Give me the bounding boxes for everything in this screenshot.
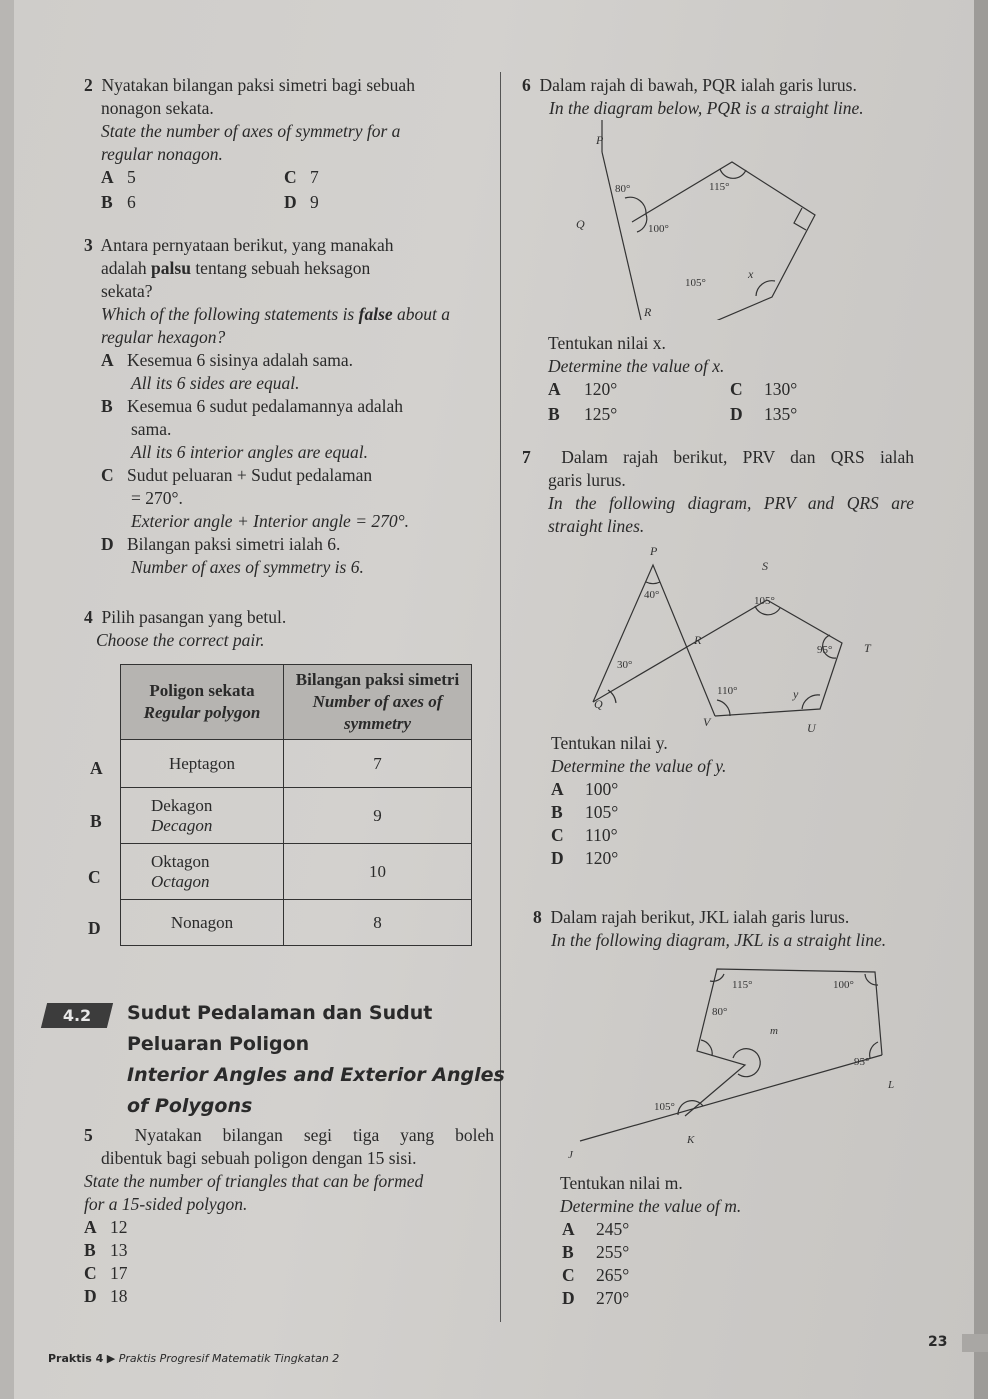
angle-115: 115° bbox=[709, 181, 730, 193]
section-title-en: of Polygons bbox=[127, 1095, 253, 1117]
option-b[interactable]: B 6 bbox=[101, 192, 136, 212]
option-b[interactable]: B 125° bbox=[548, 404, 618, 424]
label-p: P bbox=[650, 544, 658, 558]
label-s: S bbox=[762, 559, 768, 573]
option-b[interactable]: B 255° bbox=[562, 1242, 630, 1262]
axes-cell: 7 bbox=[284, 740, 472, 788]
question-7 bbox=[522, 446, 914, 538]
angle-x: x bbox=[748, 267, 754, 281]
question-text-en: straight lines. bbox=[548, 516, 645, 536]
question-number: 5 bbox=[84, 1125, 93, 1145]
page-tab-marker bbox=[962, 1334, 988, 1352]
axes-cell: 10 bbox=[284, 844, 472, 900]
question-text-ms: adalah palsu tentang sebuah heksagon bbox=[101, 258, 371, 278]
question-text-ms: Antara pernyataan berikut, yang manakah bbox=[100, 235, 394, 255]
question-text-ms: garis lurus. bbox=[548, 470, 626, 490]
question-number: 7 bbox=[522, 447, 531, 467]
ask-text-ms: Tentukan nilai x. bbox=[548, 333, 666, 353]
polygon-cell: Oktagon Octagon bbox=[121, 844, 284, 900]
option-c-text: = 270°. bbox=[131, 488, 183, 508]
option-c[interactable]: C 130° bbox=[730, 379, 798, 399]
question-text-ms: nonagon sekata. bbox=[101, 98, 214, 118]
angle-80: 80° bbox=[712, 1006, 728, 1018]
axes-cell: 9 bbox=[284, 788, 472, 844]
option-d-en: Number of axes of symmetry is 6. bbox=[131, 557, 364, 577]
label-t: T bbox=[864, 641, 871, 655]
table-row bbox=[121, 788, 472, 844]
angle-m: m bbox=[770, 1025, 778, 1037]
label-q: Q bbox=[594, 697, 603, 711]
page-edge-right bbox=[974, 0, 988, 1399]
question-4 bbox=[84, 606, 484, 652]
arrow-right-icon: ▶ bbox=[106, 1352, 116, 1365]
question-text-en: Choose the correct pair. bbox=[96, 630, 265, 650]
header-regular-polygon: Poligon sekata Regular polygon bbox=[121, 665, 284, 740]
option-c[interactable]: C 265° bbox=[562, 1265, 630, 1285]
section-heading bbox=[127, 998, 505, 1122]
question-6-ask bbox=[548, 332, 928, 428]
polygon-cell: Heptagon bbox=[121, 740, 284, 788]
angle-100: 100° bbox=[648, 223, 669, 235]
option-a[interactable]: A 12 bbox=[84, 1217, 128, 1237]
option-c[interactable]: C 7 bbox=[284, 167, 319, 187]
option-b[interactable]: B 105° bbox=[551, 802, 619, 822]
ask-text-en: Determine the value of m. bbox=[560, 1196, 742, 1216]
question-number: 6 bbox=[522, 75, 531, 95]
axes-cell: 8 bbox=[284, 900, 472, 946]
label-l: L bbox=[888, 1079, 895, 1091]
question-text-en: State the number of triangles that can be formed bbox=[84, 1171, 424, 1191]
question-text-en: regular hexagon? bbox=[101, 327, 226, 347]
header-axes-of-symmetry: Bilangan paksi simetri Number of axes of symmetry bbox=[284, 665, 472, 740]
question-number: 8 bbox=[533, 907, 542, 927]
table-row bbox=[121, 740, 472, 788]
question-7-ask bbox=[551, 732, 931, 870]
option-a-en: All its 6 sides are equal. bbox=[131, 373, 300, 393]
option-b[interactable]: B Kesemua 6 sudut pedalamannya adalah bbox=[101, 396, 404, 416]
question-number: 2 bbox=[84, 75, 93, 95]
question-number: 4 bbox=[84, 607, 93, 627]
angle-30: 30° bbox=[617, 659, 633, 671]
option-d[interactable]: D 135° bbox=[730, 404, 798, 424]
ask-text-en: Determine the value of x. bbox=[548, 356, 725, 376]
option-a[interactable]: A 100° bbox=[551, 779, 619, 799]
question-8 bbox=[533, 906, 953, 952]
row-letter-c[interactable]: C bbox=[88, 867, 101, 887]
question-text-ms: Dalam rajah berikut, JKL ialah garis lurus. bbox=[550, 907, 850, 927]
ask-text-ms: Tentukan nilai y. bbox=[551, 733, 668, 753]
angle-y: y bbox=[793, 687, 799, 701]
option-c[interactable]: C Sudut peluaran + Sudut pedalaman bbox=[101, 465, 373, 485]
angle-80: 80° bbox=[615, 183, 631, 195]
question-2 bbox=[84, 74, 494, 216]
question-text-en: In the following diagram, JKL is a straight line. bbox=[551, 930, 887, 950]
section-title-ms: Sudut Pedalaman dan Sudut bbox=[127, 1002, 433, 1024]
column-divider bbox=[500, 72, 501, 1322]
label-k: K bbox=[687, 1134, 695, 1146]
angle-100: 100° bbox=[833, 979, 854, 991]
option-d[interactable]: D Bilangan paksi simetri ialah 6. bbox=[101, 534, 341, 554]
question-text-en: for a 15-sided polygon. bbox=[84, 1194, 248, 1214]
option-d[interactable]: D 18 bbox=[84, 1286, 128, 1306]
question-3 bbox=[84, 234, 479, 579]
pairs-table bbox=[120, 664, 472, 946]
angle-40: 40° bbox=[644, 589, 660, 601]
option-a[interactable]: A Kesemua 6 sisinya adalah sama. bbox=[101, 350, 353, 370]
question-text-ms: sekata? bbox=[101, 281, 153, 301]
question-number: 3 bbox=[84, 235, 93, 255]
label-r: R bbox=[694, 633, 702, 647]
page-footer bbox=[48, 1352, 339, 1365]
angle-95: 95° bbox=[854, 1056, 870, 1068]
question-text-ms: Dalam rajah di bawah, PQR ialah garis lurus. bbox=[539, 75, 857, 95]
label-v: V bbox=[703, 715, 711, 729]
option-b-en: All its 6 interior angles are equal. bbox=[131, 442, 369, 462]
option-a[interactable]: A 5 bbox=[101, 167, 136, 187]
angle-95: 95° bbox=[817, 644, 833, 656]
option-d[interactable]: D 120° bbox=[551, 848, 619, 868]
question-text-en: Which of the following statements is false about a bbox=[101, 304, 451, 324]
page-number: 23 bbox=[928, 1334, 948, 1350]
option-d[interactable]: D 270° bbox=[562, 1288, 630, 1308]
ask-text-ms: Tentukan nilai m. bbox=[560, 1173, 683, 1193]
table-row bbox=[121, 900, 472, 946]
question-text-ms: Nyatakan bilangan segi tiga yang boleh bbox=[134, 1125, 495, 1145]
angle-110: 110° bbox=[717, 685, 738, 697]
footer-book-title: Praktis Progresif Matematik Tingkatan 2 bbox=[118, 1352, 340, 1365]
table-header-row bbox=[121, 665, 472, 740]
question-text-en: State the number of axes of symmetry for a bbox=[101, 121, 401, 141]
label-j: J bbox=[568, 1149, 573, 1160]
question-text-ms: Pilih pasangan yang betul. bbox=[101, 607, 287, 627]
table-row bbox=[121, 844, 472, 900]
option-d[interactable]: D 9 bbox=[284, 192, 319, 212]
option-a[interactable]: A 245° bbox=[562, 1219, 630, 1239]
question-6 bbox=[522, 74, 932, 120]
option-c[interactable]: C 110° bbox=[551, 825, 618, 845]
label-u: U bbox=[807, 721, 816, 735]
footer-book-code: Praktis 4 bbox=[48, 1352, 104, 1365]
angle-105: 105° bbox=[654, 1101, 675, 1113]
option-c[interactable]: C 17 bbox=[84, 1263, 128, 1283]
angle-115: 115° bbox=[732, 979, 753, 991]
question-text-en: regular nonagon. bbox=[101, 144, 223, 164]
question-text-ms: Dalam rajah berikut, PRV dan QRS ialah bbox=[561, 447, 914, 467]
question-text-ms: Nyatakan bilangan paksi simetri bagi sebuah bbox=[101, 75, 415, 95]
polygon-cell: Nonagon bbox=[121, 900, 284, 946]
diagram-triangle-pentagon bbox=[580, 540, 880, 740]
polygon-cell: Dekagon Decagon bbox=[121, 788, 284, 844]
option-a[interactable]: A 120° bbox=[548, 379, 618, 399]
question-text-en: In the following diagram, PRV and QRS are bbox=[548, 493, 914, 513]
diagram-jkl-polygon bbox=[560, 960, 900, 1160]
section-number-badge: 4.2 bbox=[41, 1003, 113, 1028]
question-5 bbox=[84, 1124, 494, 1308]
angle-105: 105° bbox=[685, 277, 706, 289]
label-p: P bbox=[596, 133, 604, 147]
section-title-ms: Peluaran Poligon bbox=[127, 1033, 310, 1055]
row-letter-b[interactable]: B bbox=[90, 811, 102, 831]
question-text-en: In the diagram below, PQR is a straight line. bbox=[549, 98, 864, 118]
question-text-ms: dibentuk bagi sebuah poligon dengan 15 sisi. bbox=[101, 1148, 417, 1168]
section-title-en: Interior Angles and Exterior Angles bbox=[127, 1064, 505, 1086]
question-8-ask bbox=[560, 1172, 940, 1310]
option-b[interactable]: B 13 bbox=[84, 1240, 128, 1260]
row-letter-d[interactable]: D bbox=[88, 918, 101, 938]
label-r: R bbox=[644, 305, 652, 319]
angle-105: 105° bbox=[754, 595, 775, 607]
ask-text-en: Determine the value of y. bbox=[551, 756, 727, 776]
option-c-en: Exterior angle + Interior angle = 270°. bbox=[131, 511, 410, 531]
row-letter-a[interactable]: A bbox=[90, 758, 103, 778]
option-b-text: sama. bbox=[131, 419, 172, 439]
diagram-pentagon-pqr bbox=[510, 120, 830, 320]
label-q: Q bbox=[576, 217, 585, 231]
page-gutter-left bbox=[0, 0, 14, 1399]
